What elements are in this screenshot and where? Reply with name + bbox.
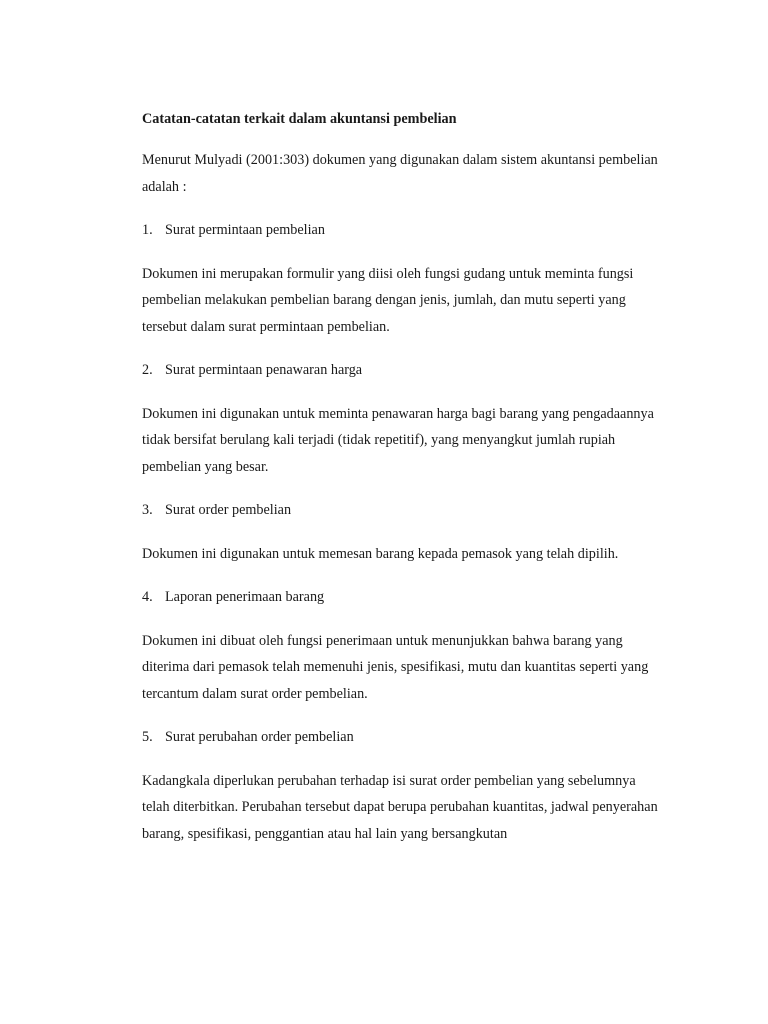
list-number: 1.: [142, 222, 153, 238]
document-content: [142, 108, 662, 864]
list-number: 5.: [142, 729, 153, 745]
list-item-5: [142, 724, 662, 751]
item-description-1: Dokumen ini merupakan formulir yang diisi oleh fungsi gudang untuk meminta fungsi pembelian melakukan pembelian barang dengan jenis, jumlah, dan mutu seperti yang tersebut dalam surat permintaan pembelian.: [142, 265, 634, 335]
item-description-2: Dokumen ini digunakan untuk meminta penawaran harga bagi barang yang pengadaannya tidak bersifat berulang kali terjadi (tidak repetitif), yang menyangkut jumlah rupiah pembelian yang besar.: [142, 405, 654, 475]
list-heading: Surat permintaan penawaran harga: [165, 362, 363, 378]
list-heading: Surat order pembelian: [165, 502, 292, 518]
list-heading: Surat perubahan order pembelian: [165, 729, 354, 745]
list-item-4: [142, 584, 662, 611]
list-item-3: [142, 497, 662, 524]
list-item-2: [142, 357, 662, 384]
intro-paragraph: Menurut Mulyadi (2001:303) dokumen yang digunakan dalam sistem akuntansi pembelian adalah :: [142, 152, 658, 195]
item-description-5: Kadangkala diperlukan perubahan terhadap isi surat order pembelian yang sebelumnya telah diterbitkan. Perubahan tersebut dapat berupa perubahan kuantitas, jadwal penyerahan barang, spesifikasi, penggantian atau hal lain yang bersangkutan: [142, 772, 658, 842]
list-heading: Surat permintaan pembelian: [165, 222, 325, 238]
list-item-1: [142, 217, 662, 244]
list-number: 2.: [142, 362, 153, 378]
item-description-3: Dokumen ini digunakan untuk memesan barang kepada pemasok yang telah dipilih.: [142, 545, 619, 562]
list-number: 4.: [142, 589, 153, 605]
document-title: Catatan-catatan terkait dalam akuntansi pembelian: [142, 111, 457, 127]
item-description-4: Dokumen ini dibuat oleh fungsi penerimaan untuk menunjukkan bahwa barang yang diterima dari pemasok telah memenuhi jenis, spesifikasi, mutu dan kuantitas seperti yang tercantum dalam surat order pembelian.: [142, 632, 649, 702]
list-heading: Laporan penerimaan barang: [165, 589, 325, 605]
list-number: 3.: [142, 502, 153, 518]
